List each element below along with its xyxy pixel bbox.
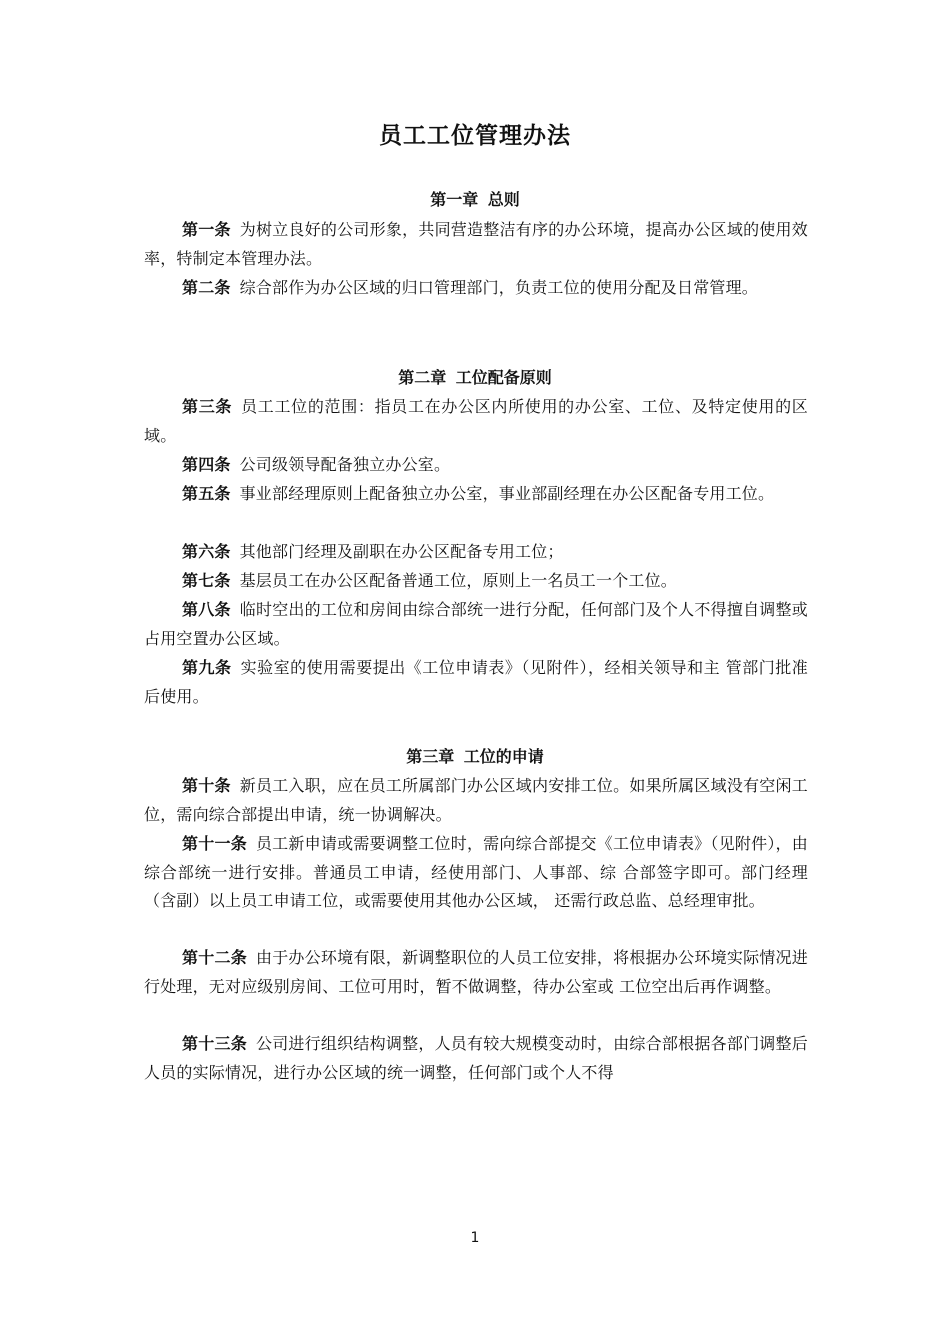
article-11: [144, 830, 808, 916]
article-text: 员工工位的范围：指员工在办公区内所使用的办公室、工位、及特定使用的区域。: [144, 397, 808, 445]
chapter-heading: 第三章 工位的申请: [406, 747, 544, 766]
article-3: [144, 393, 808, 450]
document-title: 员工工位管理办法: [379, 123, 571, 149]
article-13: [144, 1030, 808, 1087]
article-text: 事业部经理原则上配备独立办公室，事业部副经理在办公区配备专用工位。: [239, 484, 775, 503]
article-label: 第十条: [182, 776, 231, 795]
article-label: 第三条: [182, 397, 233, 416]
article-label: 第一条: [182, 220, 231, 239]
article-text: 临时空出的工位和房间由综合部统一进行分配，任何部门及个人不得擅自调整或占用空置办公区域。: [144, 600, 808, 648]
article-9: [144, 654, 808, 711]
article-text: 基层员工在办公区配备普通工位，原则上一名员工一个工位。: [239, 571, 678, 590]
article-text: 由于办公环境有限，新调整职位的人员工位安排，将根据办公环境实际情况进行处理，无对应级别房间、工位可用时，暂不做调整，待办公室或 工位空出后再作调整。: [144, 948, 808, 996]
article-label: 第二条: [182, 278, 231, 297]
article-5: [144, 480, 808, 509]
article-2: [144, 274, 808, 303]
article-text: 综合部作为办公区域的归口管理部门，负责工位的使用分配及日常管理。: [239, 278, 759, 297]
article-7: [144, 567, 808, 596]
article-text: 员工新申请或需要调整工位时，需向综合部提交《工位申请表》（见附件），由综合部统一进行安排。普通员工申请，经使用部门、人事部、综 合部签字即可。部门经理（含副）以上员工申请工位，或需要使用其他办公区域， 还需行政总监、总经理审批。: [144, 834, 808, 910]
article-label: 第八条: [182, 600, 231, 619]
article-10: [144, 772, 808, 829]
article-8: [144, 596, 808, 653]
article-label: 第十二条: [182, 948, 247, 967]
article-6: [144, 538, 808, 567]
article-label: 第四条: [182, 455, 231, 474]
article-label: 第十三条: [182, 1034, 247, 1053]
article-12: [144, 944, 808, 1001]
article-text: 新员工入职，应在员工所属部门办公区域内安排工位。如果所属区域没有空闲工位，需向综合部提出申请，统一协调解决。: [144, 776, 808, 824]
article-text: 其他部门经理及副职在办公区配备专用工位；: [239, 542, 564, 561]
article-label: 第七条: [182, 571, 231, 590]
article-text: 实验室的使用需要提出《工位申请表》（见附件），经相关领导和主 管部门批准后使用。: [144, 658, 808, 706]
chapter-heading: 第二章 工位配备原则: [398, 368, 552, 387]
article-text: 公司进行组织结构调整，人员有较大规模变动时，由综合部根据各部门调整后人员的实际情况，进行办公区域的统一调整，任何部门或个人不得: [144, 1034, 808, 1082]
article-text: 公司级领导配备独立办公室。: [239, 455, 451, 474]
article-label: 第十一条: [182, 834, 247, 853]
page-number: 1: [470, 1230, 480, 1246]
article-1: [144, 216, 808, 273]
chapter-heading: 第一章 总则: [430, 190, 520, 209]
article-4: [144, 451, 808, 480]
article-label: 第九条: [182, 658, 232, 677]
article-label: 第六条: [182, 542, 231, 561]
article-text: 为树立良好的公司形象，共同营造整洁有序的办公环境，提高办公区域的使用效率，特制定本管理办法。: [144, 220, 808, 268]
article-label: 第五条: [182, 484, 231, 503]
